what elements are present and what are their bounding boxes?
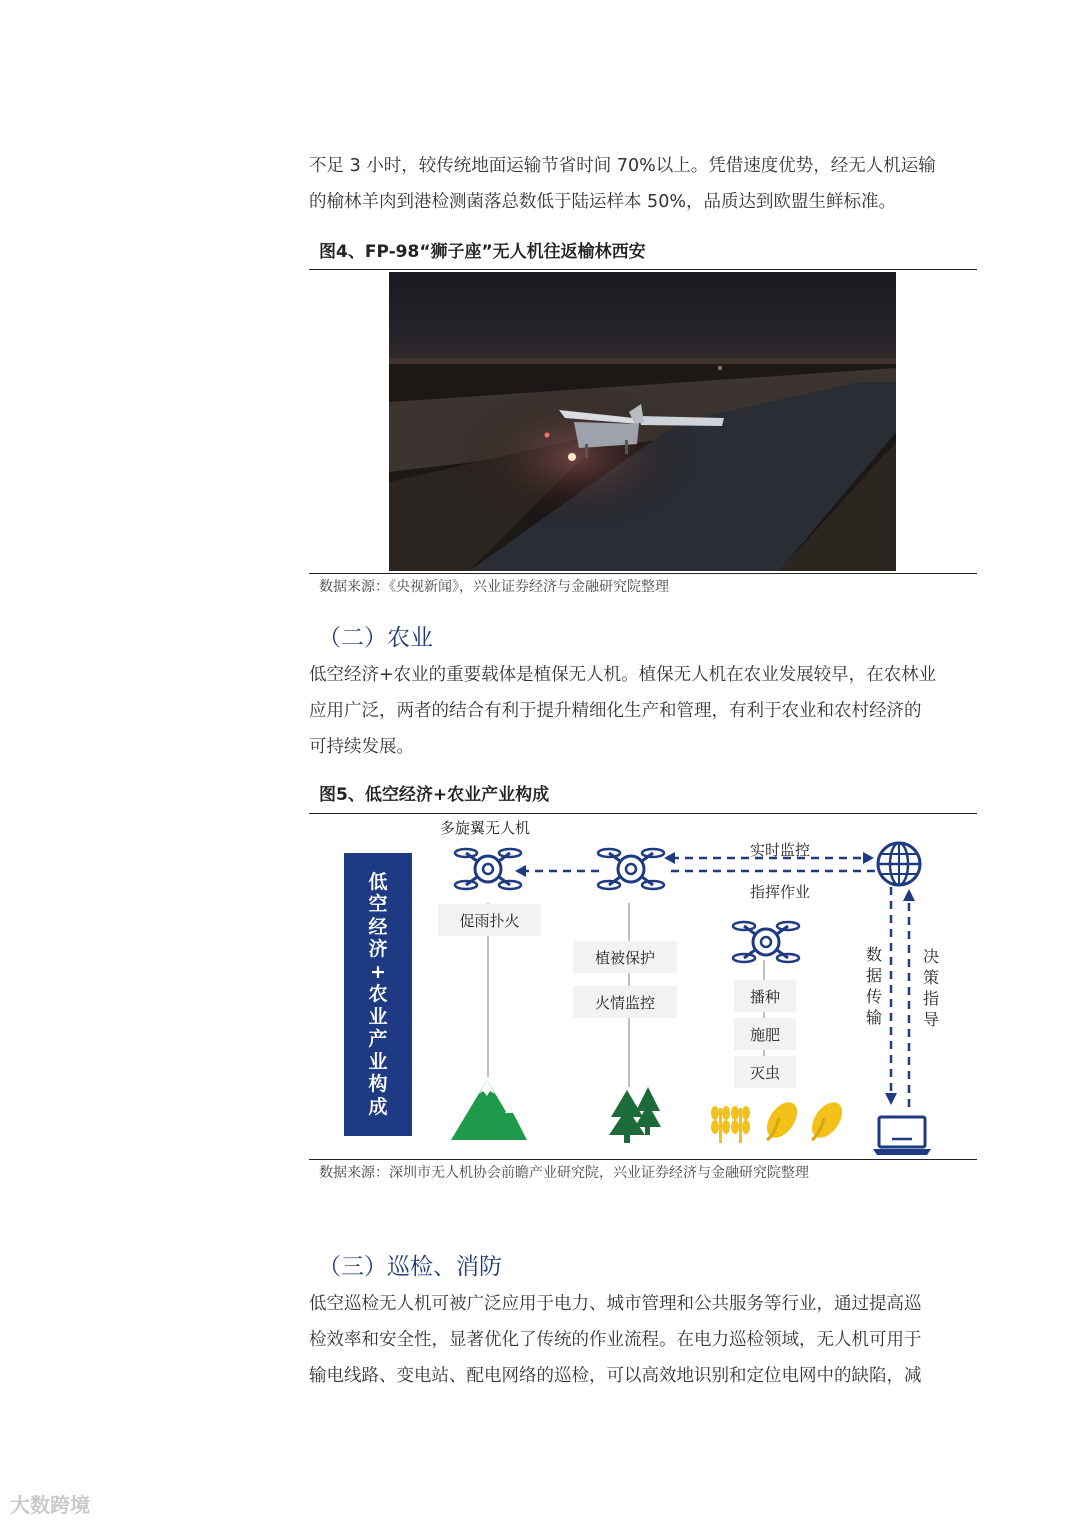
realtime-monitor-label: 实时监控 — [750, 841, 811, 859]
figure4-top-rule — [309, 269, 977, 270]
tree-icon — [609, 1087, 661, 1143]
figure4-source: 数据来源：《央视新闻》，兴业证券经济与金融研究院整理 — [319, 579, 669, 595]
drone-type-label: 多旋翼无人机 — [440, 819, 531, 837]
inspection-paragraph — [309, 1286, 977, 1394]
arrow-drone2-to-drone1 — [515, 865, 599, 877]
crop-icon — [711, 1097, 848, 1144]
figure5-source: 数据来源：深圳市无人机协会前瞻产业研究院，兴业证券经济与金融研究院整理 — [319, 1165, 809, 1181]
paragraph-line: 不足 3 小时，较传统地面运输节省时间 70%以上。凭借速度优势，经无人机运输 — [309, 156, 936, 176]
paragraph-line: 低空经济+农业的重要载体是植保无人机。植保无人机在农业发展较早，在农林业 — [309, 665, 937, 685]
drone-icon-2 — [598, 849, 664, 889]
intro-paragraph — [309, 148, 977, 220]
paragraph-line: 检效率和安全性，显著优化了传统的作业流程。在电力巡检领域，无人机可用于 — [309, 1330, 922, 1350]
paragraph-line: 输电线路、变电站、配电网络的巡检，可以高效地识别和定位电网中的缺陷，减 — [309, 1366, 922, 1386]
figure4-bottom-rule — [309, 573, 977, 574]
paragraph-line: 低空巡检无人机可被广泛应用于电力、城市管理和公共服务等行业，通过提高巡 — [309, 1294, 922, 1314]
col3-box: 灭虫 — [734, 1056, 796, 1088]
mountain-icon — [451, 1080, 527, 1140]
figure5-diagram — [309, 815, 977, 1160]
col1-box: 促雨扑火 — [438, 904, 541, 936]
watermark-logo: 大数跨境 — [10, 1493, 90, 1517]
drone-icon-3 — [733, 922, 799, 962]
section-heading-agriculture: （二）农业 — [318, 625, 433, 651]
figure5-title: 图5、低空经济+农业产业构成 — [319, 785, 550, 805]
col3-box: 施肥 — [734, 1018, 796, 1050]
arrow-decision-guide — [903, 889, 915, 1107]
globe-icon — [878, 843, 920, 885]
section-heading-inspection: （三）巡检、消防 — [318, 1254, 502, 1280]
decision-guide-label: 决 策 指 导 — [922, 947, 939, 1029]
laptop-icon — [873, 1117, 931, 1155]
arrow-data-transfer — [885, 887, 897, 1105]
figure5-banner: 低 空 经 济 + 农 业 产 业 构 成 — [344, 853, 412, 1136]
paragraph-line: 应用广泛，两者的结合有利于提升精细化生产和管理，有利于农业和农村经济的 — [309, 701, 922, 721]
figure5-bottom-rule — [309, 1159, 977, 1160]
paragraph-line: 可持续发展。 — [309, 737, 414, 757]
col2-box: 火情监控 — [573, 986, 677, 1018]
command-label: 指挥作业 — [750, 883, 811, 901]
col3-box: 播种 — [734, 980, 796, 1012]
data-transfer-label: 数 据 传 输 — [865, 945, 882, 1027]
figure4-photo-night-aircraft — [389, 272, 896, 571]
figure4-title: 图4、FP-98“狮子座”无人机往返榆林西安 — [319, 242, 646, 262]
agriculture-paragraph — [309, 657, 977, 765]
paragraph-line: 的榆林羊肉到港检测菌落总数低于陆运样本 50%，品质达到欧盟生鲜标准。 — [309, 192, 896, 212]
col2-box: 植被保护 — [573, 941, 677, 973]
figure5-top-rule — [309, 813, 977, 814]
drone-icon-1 — [455, 849, 521, 889]
